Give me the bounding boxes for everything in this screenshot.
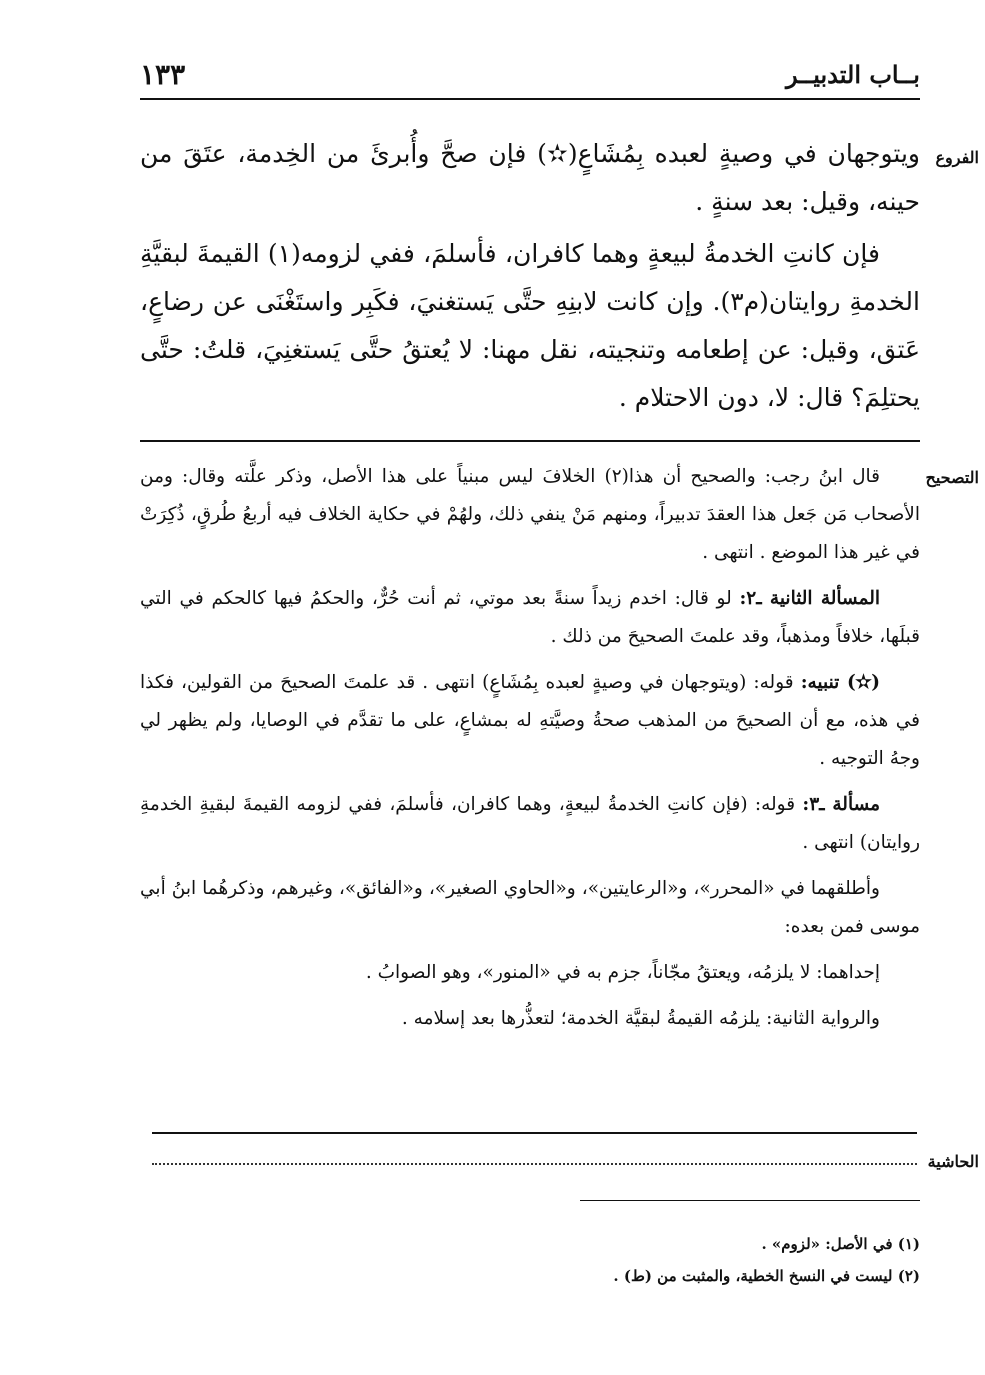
commentary-paragraph xyxy=(140,870,920,946)
commentary-paragraph xyxy=(140,580,920,656)
section-divider xyxy=(152,1132,917,1134)
page-header xyxy=(140,58,920,100)
footnote: (٢) ليست في النسخ الخطية، والمثبت من (ط) . xyxy=(613,1267,920,1285)
paragraph-heading: المسألة الثانية ـ٢: xyxy=(739,588,881,609)
paragraph-text: والرواية الثانية: يلزمُه القيمةُ لبقيَّة الخدمة؛ لتعذُّرها بعد إسلامه . xyxy=(401,1008,880,1029)
commentary-paragraph xyxy=(140,954,920,992)
running-title: بــاب التدبيــر xyxy=(785,60,920,89)
footnote-divider xyxy=(580,1200,920,1201)
commentary-paragraph xyxy=(140,1000,920,1038)
main-paragraph: ويتوجهان في وصيةٍ لعبده بِمُشَاعٍ(✫) فإن صحَّ وأُبرئَ من الخِدمة، عتَقَ من حينه، وقيل: بعد سنةٍ . xyxy=(140,139,920,216)
paragraph-text: لو قال: اخدم زيداً سنةً بعد موتي، ثم أنت حُرٌّ، والحكمُ فيها كالحكم في التي قبلَها، خلافاً ومذهباً، وقد علمتَ الصحيحَ من ذلك . xyxy=(140,588,920,647)
commentary-paragraph xyxy=(140,458,920,572)
footnotes xyxy=(580,1228,920,1292)
paragraph-heading: مسألة ـ٣: xyxy=(802,794,880,815)
paragraph-text: قوله: (فإن كانتِ الخدمةُ لبيعةٍ، وهما كافران، فأسلمَ، ففي لزومه القيمةَ لبقيةِ الخدمةِ روايتان) انتهى . xyxy=(140,794,920,853)
hashiya-label: الحاشية xyxy=(927,1152,979,1171)
furu-label: الفروع xyxy=(935,148,979,167)
commentary-paragraph xyxy=(140,786,920,862)
paragraph-heading: (✫) تنبيه: xyxy=(800,672,880,693)
main-text xyxy=(140,130,920,426)
commentary-paragraph xyxy=(140,664,920,778)
hashiya-dotted-line xyxy=(152,1163,917,1165)
paragraph-text: قوله: (ويتوجهان في وصيةٍ لعبده بِمُشَاعٍ) انتهى . قد علمتَ الصحيحَ من القولين، فكذا في هذه، مع أن الصحيحَ من المذهب صحةُ وصيَّتهِ له بمشاعٍ، على ما تقدَّم في الوصايا، ولم يظهر لي وجهُ التوجيه . xyxy=(140,672,920,769)
paragraph-text: إحداهما: لا يلزمُه، ويعتقُ مجّاناً، جزم به في «المنور»، وهو الصوابُ . xyxy=(365,962,880,983)
section-divider xyxy=(140,440,920,442)
main-paragraph: فإن كانتِ الخدمةُ لبيعةٍ وهما كافران، فأسلمَ، ففي لزومه(١) القيمةَ لبقيَّةِ الخدمةِ روايتان(م٣). وإن كانت لابنِهِ حتَّى يَستغنيَ، فكَبِر واستَغْنَى عن رضاعٍ، عَتق، وقيل: عن إطعامه وتنجيته، نقل مهنا: لا يُعتقُ حتَّى يَستغنِيَ، قلتُ: حتَّى يحتلِمَ؟ قال: لا، دون الاحتلام . xyxy=(140,239,920,412)
footnote: (١) في الأصل: «لزوم» . xyxy=(761,1235,920,1253)
tashih-label: التصحيح xyxy=(925,468,979,487)
paragraph-text: قال ابنُ رجب: والصحيح أن هذا(٢) الخلافَ ليس مبنياً على هذا الأصل، وذكر علَّته وقال: ومن الأصحاب مَن جَعل هذا العقدَ تدبيراً، ومنهم مَنْ ينفي ذلك، ولهُمْ في حكاية الخلاف فيه أربعُ طُرقٍ، ذُكِرَتْ في غير هذا الموضع . انتهى . xyxy=(140,466,920,563)
page-number: ١٣٣ xyxy=(140,58,186,91)
commentary-text xyxy=(140,458,920,1046)
paragraph-text: وأطلقهما في «المحرر»، و«الرعايتين»، و«الحاوي الصغير»، و«الفائق»، وغيرهم، وذكرهُما ابنُ أبي موسى فمن بعده: xyxy=(140,878,920,937)
